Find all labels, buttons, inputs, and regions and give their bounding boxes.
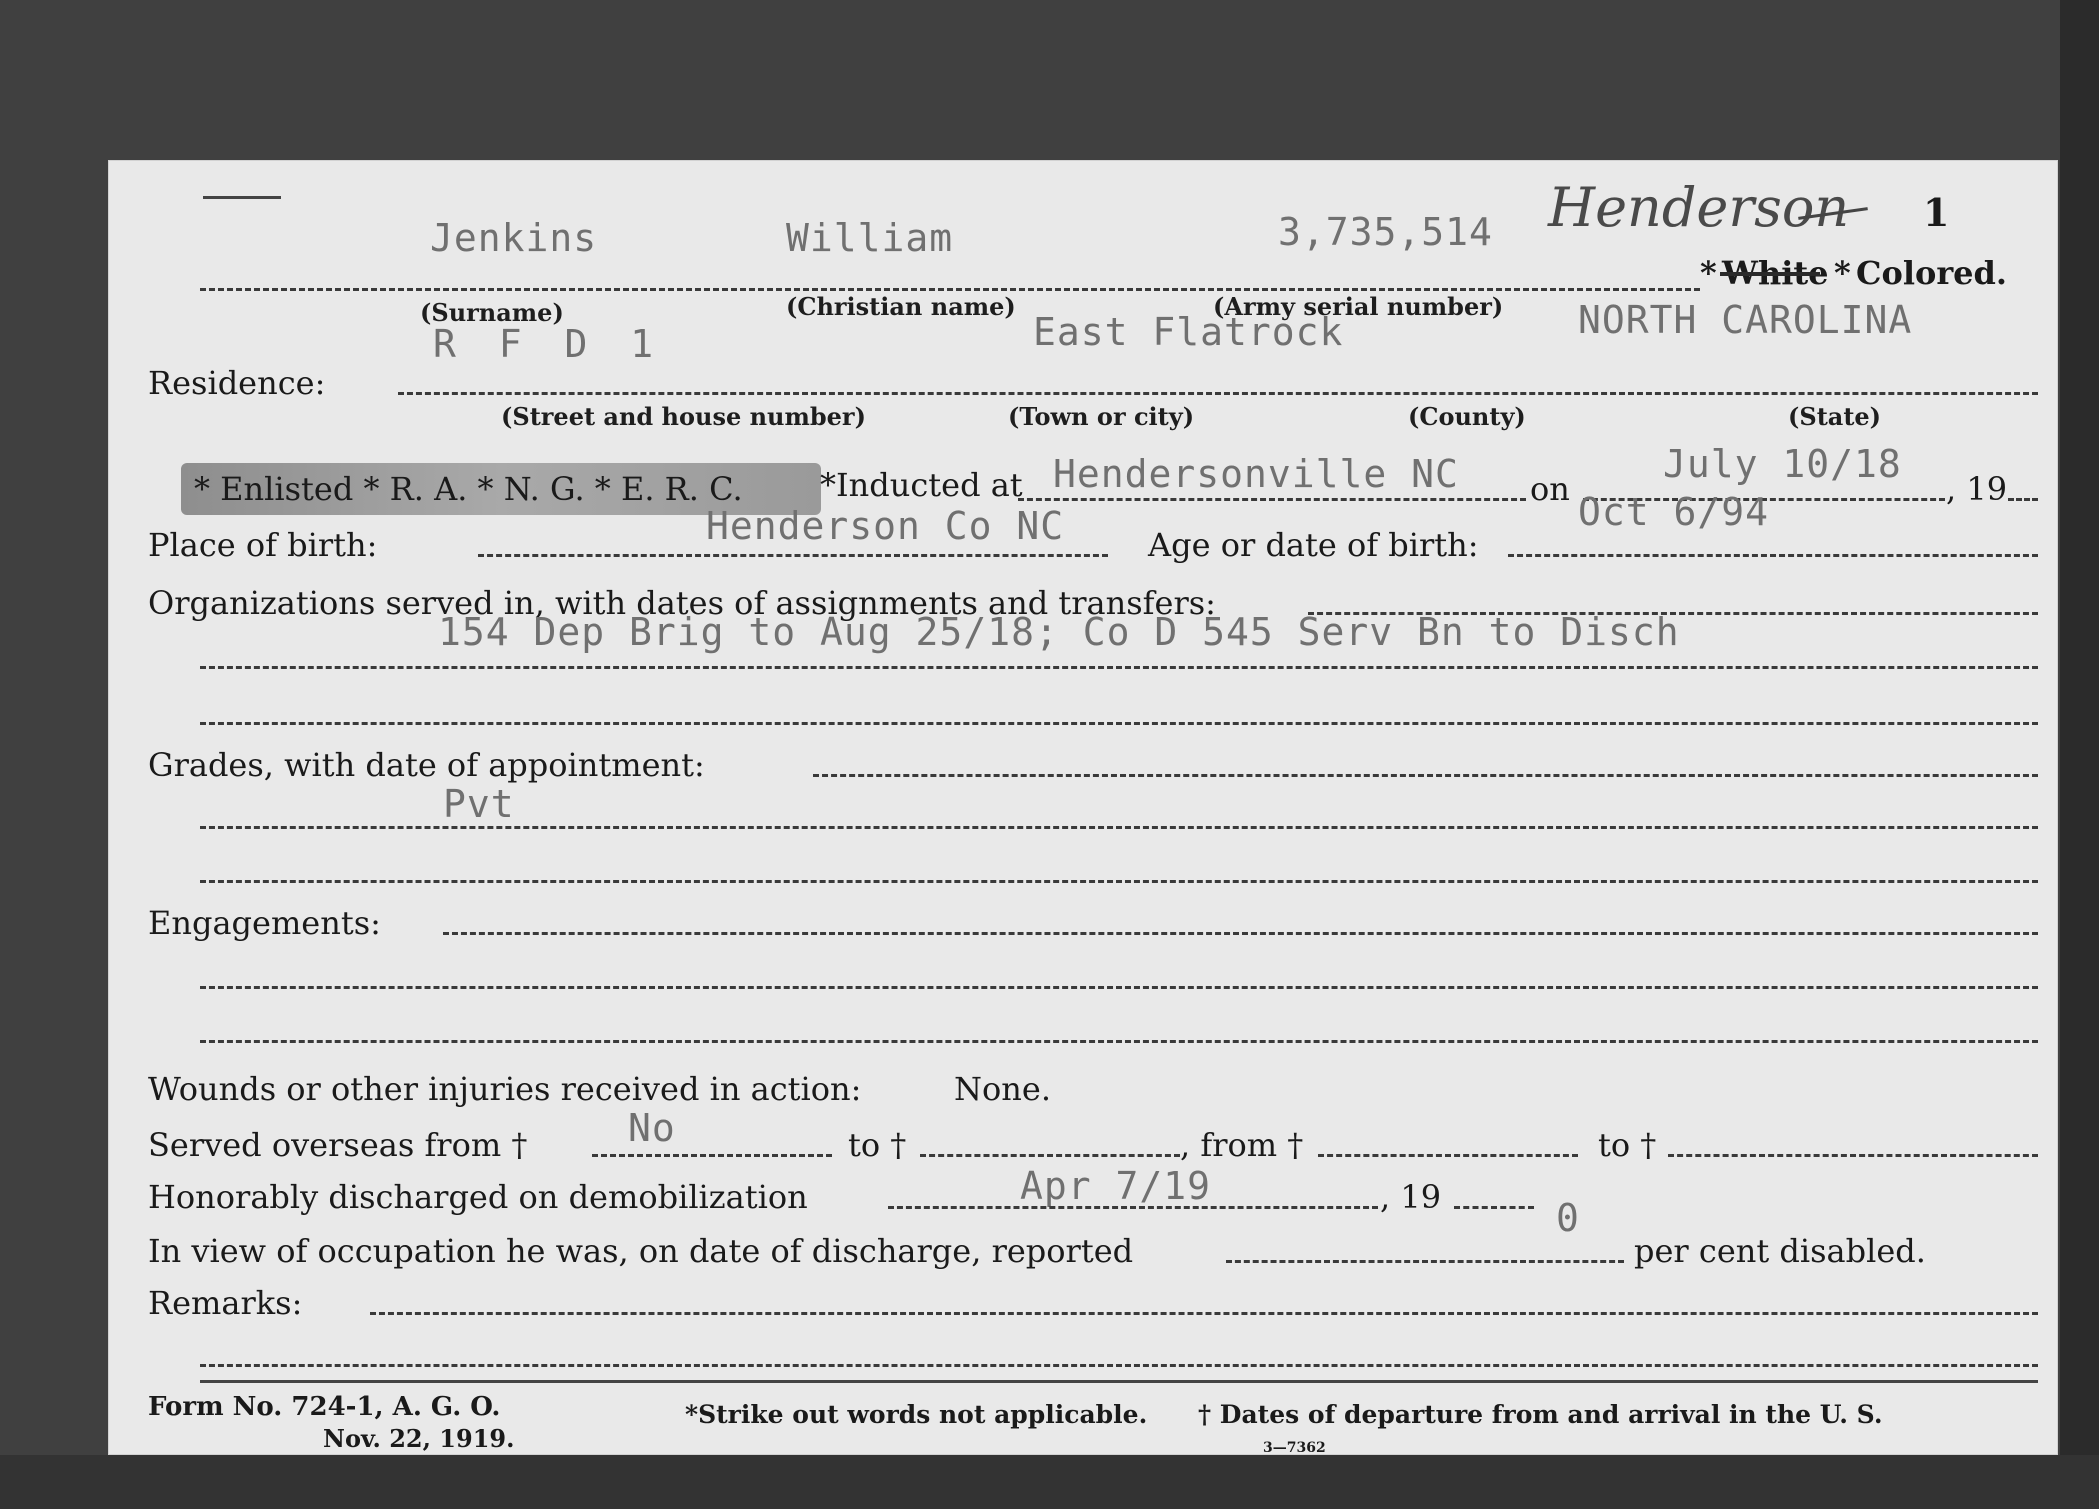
disability-value: 0 xyxy=(1556,1196,1580,1240)
christian-name-value: William xyxy=(786,216,954,260)
corner-rule xyxy=(203,196,281,199)
overseas-from-line xyxy=(592,1154,832,1157)
race-white: White xyxy=(1722,254,1829,292)
overseas-from-label-2: , from † xyxy=(1180,1126,1304,1164)
footnote-strike: *Strike out words not applicable. xyxy=(685,1400,1148,1429)
on-label: on xyxy=(1530,470,1570,508)
discharge-year: , 19 xyxy=(1380,1178,1442,1216)
discharge-label: Honorably discharged on demobilization xyxy=(148,1178,808,1216)
background-edge-bottom xyxy=(0,1455,2099,1509)
induction-year-line xyxy=(2008,498,2038,501)
remarks-label: Remarks: xyxy=(148,1284,303,1322)
engagements-line-2 xyxy=(200,986,2038,989)
handwritten-county: Henderson xyxy=(1548,176,1850,239)
state-value: NORTH CAROLINA xyxy=(1578,298,1913,342)
label-town: (Town or city) xyxy=(1008,402,1195,431)
race-marker-1: * xyxy=(1700,254,1717,292)
label-county: (County) xyxy=(1408,402,1526,431)
footer-rule xyxy=(200,1380,2038,1383)
form-date: Nov. 22, 1919. xyxy=(323,1424,515,1453)
organizations-label: Organizations served in, with dates of assignments and transfers: xyxy=(148,584,1216,622)
enlisted-options: * Enlisted * R. A. * N. G. * E. R. C. xyxy=(194,470,743,508)
induction-year: , 19 xyxy=(1946,470,2008,508)
card-number: 1 xyxy=(1923,190,1950,235)
induction-date: July 10/18 xyxy=(1663,442,1902,486)
grades-line-3 xyxy=(200,880,2038,883)
label-street: (Street and house number) xyxy=(501,402,866,431)
overseas-to-label: to † xyxy=(848,1126,907,1164)
birth-place-label: Place of birth: xyxy=(148,526,378,564)
grades-line-1 xyxy=(813,774,2038,777)
birth-place-value: Henderson Co NC xyxy=(706,504,1065,548)
overseas-from-line-2 xyxy=(1318,1154,1578,1157)
engagements-label: Engagements: xyxy=(148,904,381,942)
discharge-line xyxy=(888,1206,1378,1209)
white-strikeout xyxy=(1720,272,1820,276)
print-code: 3—7362 xyxy=(1263,1440,1326,1456)
background-edge-right xyxy=(2060,0,2099,1509)
overseas-to-line xyxy=(920,1154,1180,1157)
wounds-label: Wounds or other injuries received in action: xyxy=(148,1070,862,1108)
inducted-line xyxy=(1018,498,1526,501)
race-marker-2: * xyxy=(1834,254,1851,292)
remarks-line-2 xyxy=(200,1364,2038,1367)
footnote-dates: † Dates of departure from and arrival in the U. S. xyxy=(1198,1400,1883,1429)
discharge-year-line xyxy=(1454,1206,1534,1209)
disability-label: In view of occupation he was, on date of discharge, reported xyxy=(148,1232,1134,1270)
residence-line xyxy=(398,392,2038,395)
grades-value: Pvt xyxy=(443,782,515,826)
wounds-value: None. xyxy=(954,1070,1051,1108)
grades-label: Grades, with date of appointment: xyxy=(148,746,705,784)
organizations-line-2 xyxy=(200,666,2038,669)
name-line xyxy=(200,288,1700,291)
label-serial-number: (Army serial number) xyxy=(1213,292,1504,321)
overseas-to-line-2 xyxy=(1668,1154,2038,1157)
engagements-line-1 xyxy=(443,932,2038,935)
overseas-value: No xyxy=(628,1106,676,1150)
serial-number-value: 3,735,514 xyxy=(1278,210,1493,254)
inducted-place: Hendersonville NC xyxy=(1053,452,1459,496)
disability-suffix: per cent disabled. xyxy=(1634,1232,1926,1270)
discharge-date: Apr 7/19 xyxy=(1020,1164,1212,1208)
form-number: Form No. 724-1, A. G. O. xyxy=(148,1392,501,1422)
surname-value: Jenkins xyxy=(430,216,598,260)
remarks-line-1 xyxy=(370,1312,2038,1315)
town-value: East Flatrock xyxy=(1033,310,1344,354)
birth-place-line xyxy=(478,554,1108,557)
inducted-label: *Inducted at xyxy=(820,466,1023,504)
overseas-to-label-2: to † xyxy=(1598,1126,1657,1164)
disability-line xyxy=(1226,1260,1624,1263)
grades-line-2 xyxy=(200,826,2038,829)
birth-date-value: Oct 6/94 xyxy=(1578,490,1770,534)
label-state: (State) xyxy=(1788,402,1882,431)
overseas-from-label: Served overseas from † xyxy=(148,1126,528,1164)
engagements-line-3 xyxy=(200,1040,2038,1043)
birth-date-label: Age or date of birth: xyxy=(1148,526,1479,564)
residence-label: Residence: xyxy=(148,364,326,402)
organizations-value: 154 Dep Brig to Aug 25/18; Co D 545 Serv Bn to Disch xyxy=(438,610,1680,654)
race-colored: Colored. xyxy=(1856,254,2008,292)
service-record-card xyxy=(108,160,2058,1455)
label-surname: (Surname) xyxy=(420,298,564,327)
birth-date-line xyxy=(1508,554,2038,557)
organizations-line-3 xyxy=(200,722,2038,725)
street-value: R F D 1 xyxy=(433,322,664,366)
label-christian-name: (Christian name) xyxy=(786,292,1016,321)
